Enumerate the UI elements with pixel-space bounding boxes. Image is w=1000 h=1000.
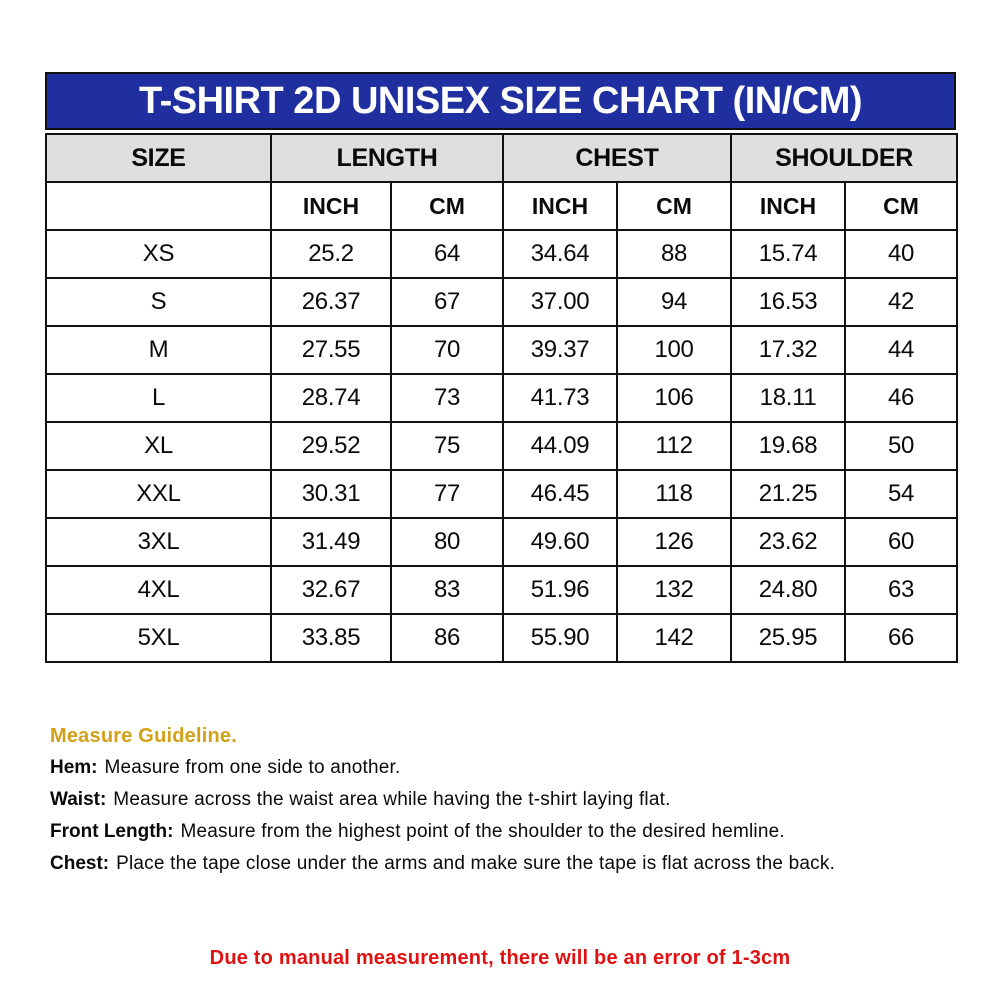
unit-header-shoulder-cm: CM: [845, 182, 957, 230]
size-table-body: [46, 230, 957, 662]
guideline-label: Hem:: [50, 757, 98, 778]
measurement-cell: 46.45: [503, 470, 617, 518]
table-row: [46, 374, 957, 422]
measurement-cell: 77: [391, 470, 503, 518]
measurement-cell: 88: [617, 230, 731, 278]
table-row: [46, 422, 957, 470]
guideline-item: [50, 752, 960, 784]
column-header-size: SIZE: [46, 134, 271, 182]
measurement-cell: 21.25: [731, 470, 845, 518]
measurement-error-note: Due to manual measurement, there will be an error of 1-3cm: [209, 947, 791, 969]
guideline-label: Front Length:: [50, 821, 174, 842]
size-label-cell: XXL: [46, 470, 271, 518]
measurement-cell: 112: [617, 422, 731, 470]
measurement-cell: 106: [617, 374, 731, 422]
title-bar: [45, 72, 956, 130]
measurement-cell: 118: [617, 470, 731, 518]
size-label-cell: L: [46, 374, 271, 422]
measurement-cell: 17.32: [731, 326, 845, 374]
measurement-cell: 16.53: [731, 278, 845, 326]
measurement-cell: 126: [617, 518, 731, 566]
measurement-cell: 49.60: [503, 518, 617, 566]
measurement-cell: 30.31: [271, 470, 391, 518]
group-header-row: [46, 134, 957, 182]
guideline-label: Chest:: [50, 853, 110, 874]
guideline-list: [50, 752, 960, 880]
measurement-cell: 50: [845, 422, 957, 470]
measurement-cell: 75: [391, 422, 503, 470]
measurement-cell: 34.64: [503, 230, 617, 278]
measurement-cell: 66: [845, 614, 957, 662]
measurement-cell: 29.52: [271, 422, 391, 470]
table-row: [46, 326, 957, 374]
guideline-text: Measure from one side to another.: [104, 757, 401, 778]
measurement-cell: 63: [845, 566, 957, 614]
footer-note: [0, 947, 1000, 970]
measurement-cell: 42: [845, 278, 957, 326]
table-row: [46, 230, 957, 278]
unit-header-shoulder-inch: INCH: [731, 182, 845, 230]
measurement-cell: 94: [617, 278, 731, 326]
measurement-cell: 83: [391, 566, 503, 614]
guideline-text: Measure from the highest point of the shoulder to the desired hemline.: [180, 821, 785, 842]
unit-header-chest-inch: INCH: [503, 182, 617, 230]
measurement-cell: 86: [391, 614, 503, 662]
size-label-cell: XL: [46, 422, 271, 470]
measurement-cell: 100: [617, 326, 731, 374]
guideline-text: Measure across the waist area while having the t-shirt laying flat.: [113, 789, 671, 810]
measurement-cell: 55.90: [503, 614, 617, 662]
table-row: [46, 278, 957, 326]
measurement-cell: 132: [617, 566, 731, 614]
column-header-chest: CHEST: [503, 134, 731, 182]
measurement-cell: 18.11: [731, 374, 845, 422]
guideline-text: Place the tape close under the arms and make sure the tape is flat across the back.: [116, 853, 836, 874]
measurement-cell: 60: [845, 518, 957, 566]
empty-corner-cell: [46, 182, 271, 230]
measurement-cell: 70: [391, 326, 503, 374]
measurement-cell: 67: [391, 278, 503, 326]
unit-header-row: [46, 182, 957, 230]
measurement-cell: 26.37: [271, 278, 391, 326]
measurement-cell: 27.55: [271, 326, 391, 374]
measure-guideline-section: [50, 720, 960, 880]
unit-header-length-inch: INCH: [271, 182, 391, 230]
size-chart-table: [45, 133, 958, 663]
measurement-cell: 23.62: [731, 518, 845, 566]
size-label-cell: S: [46, 278, 271, 326]
measurement-cell: 51.96: [503, 566, 617, 614]
measurement-cell: 28.74: [271, 374, 391, 422]
guideline-item: [50, 848, 960, 880]
table-row: [46, 566, 957, 614]
measurement-cell: 25.2: [271, 230, 391, 278]
column-header-length: LENGTH: [271, 134, 503, 182]
table-row: [46, 614, 957, 662]
guideline-item: [50, 816, 960, 848]
unit-header-length-cm: CM: [391, 182, 503, 230]
column-header-shoulder: SHOULDER: [731, 134, 957, 182]
measurement-cell: 64: [391, 230, 503, 278]
measurement-cell: 32.67: [271, 566, 391, 614]
table-row: [46, 470, 957, 518]
page-title: T-SHIRT 2D UNISEX SIZE CHART (IN/CM): [138, 79, 863, 122]
measurement-cell: 44: [845, 326, 957, 374]
measurement-cell: 46: [845, 374, 957, 422]
size-label-cell: XS: [46, 230, 271, 278]
guideline-item: [50, 784, 960, 816]
measurement-cell: 25.95: [731, 614, 845, 662]
measurement-cell: 44.09: [503, 422, 617, 470]
measurement-cell: 31.49: [271, 518, 391, 566]
measurement-cell: 24.80: [731, 566, 845, 614]
unit-header-chest-cm: CM: [617, 182, 731, 230]
measurement-cell: 33.85: [271, 614, 391, 662]
measurement-cell: 40: [845, 230, 957, 278]
size-label-cell: 4XL: [46, 566, 271, 614]
measurement-cell: 19.68: [731, 422, 845, 470]
measurement-cell: 80: [391, 518, 503, 566]
measurement-cell: 54: [845, 470, 957, 518]
table-row: [46, 518, 957, 566]
measurement-cell: 15.74: [731, 230, 845, 278]
measurement-cell: 73: [391, 374, 503, 422]
measurement-cell: 37.00: [503, 278, 617, 326]
measurement-cell: 39.37: [503, 326, 617, 374]
measurement-cell: 142: [617, 614, 731, 662]
size-label-cell: M: [46, 326, 271, 374]
size-label-cell: 3XL: [46, 518, 271, 566]
guideline-label: Waist:: [50, 789, 107, 810]
size-label-cell: 5XL: [46, 614, 271, 662]
guideline-heading: Measure Guideline.: [50, 725, 237, 747]
measurement-cell: 41.73: [503, 374, 617, 422]
